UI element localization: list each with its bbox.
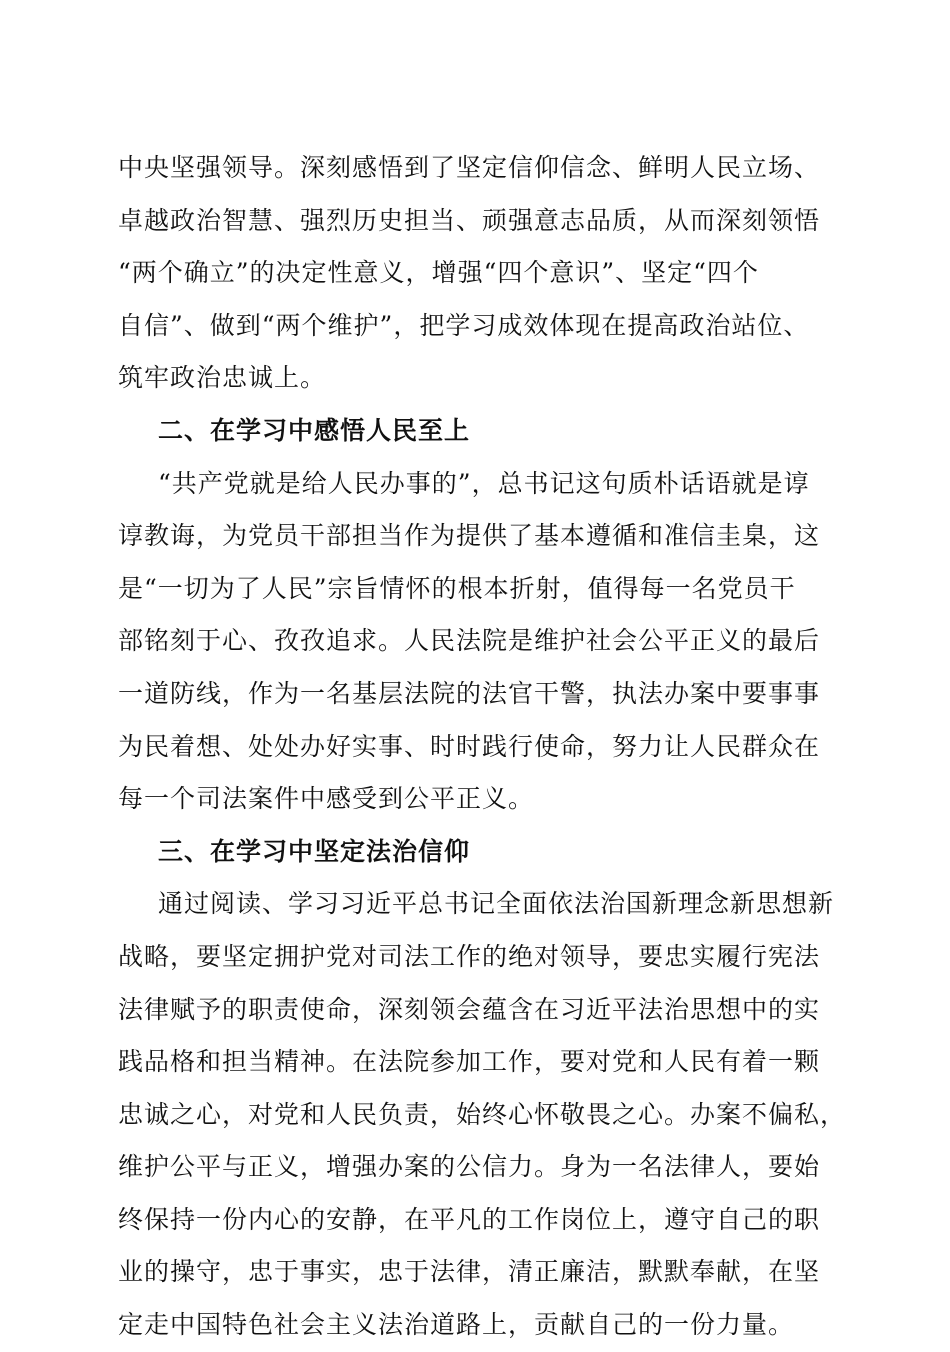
text-line: 一道防线，作为一名基层法院的法官干警，执法办案中要事事 bbox=[118, 678, 821, 708]
text-line: “两个确立”的决定性意义，增强“四个意识”、坚定“四个 bbox=[118, 258, 759, 288]
text-line: 战略，要坚定拥护党对司法工作的绝对领导，要忠实履行宪法 bbox=[118, 941, 821, 971]
text-line: 维护公平与正义，增强办案的公信力。身为一名法律人，要始 bbox=[118, 1152, 821, 1182]
text-line: 践品格和担当精神。在法院参加工作，要对党和人民有着一颗 bbox=[118, 1047, 821, 1077]
text-line: 定走中国特色社会主义法治道路上，贡献自己的一份力量。 bbox=[118, 1310, 795, 1340]
text-line: 部铭刻于心、孜孜追求。人民法院是维护社会公平正义的最后 bbox=[118, 626, 821, 656]
paragraph-1 bbox=[118, 142, 834, 405]
text-line: 为民着想、处处办好实事、时时践行使命，努力让人民群众在 bbox=[118, 731, 821, 761]
section-heading: 三、在学习中坚定法治信仰 bbox=[158, 836, 471, 866]
text-line: 自信”、做到“两个维护”，把学习成效体现在提高政治站位、 bbox=[118, 310, 810, 340]
text-line: 通过阅读、学习习近平总书记全面依法治国新理念新思想新 bbox=[158, 889, 835, 919]
text-line: 是“一切为了人民”宗旨情怀的根本折射，值得每一名党员干 bbox=[118, 573, 796, 603]
section-heading: 二、在学习中感悟人民至上 bbox=[158, 415, 471, 445]
text-line: 法律赋予的职责使命，深刻领会蕴含在习近平法治思想中的实 bbox=[118, 994, 821, 1024]
text-line: 终保持一份内心的安静，在平凡的工作岗位上，遵守自己的职 bbox=[118, 1204, 821, 1234]
section-2 bbox=[118, 405, 834, 826]
text-line: 卓越政治智慧、强烈历史担当、顽强意志品质，从而深刻领悟 bbox=[118, 205, 821, 235]
text-line: 业的操守，忠于事实，忠于法律，清正廉洁，默默奉献，在坚 bbox=[118, 1257, 821, 1287]
section-3 bbox=[118, 826, 847, 1352]
text-line: 中央坚强领导。深刻感悟到了坚定信仰信念、鲜明人民立场、 bbox=[118, 153, 821, 182]
text-line: 谆教诲，为党员干部担当作为提供了基本遵循和准信圭臬，这 bbox=[118, 521, 821, 551]
text-line: 忠诚之心，对党和人民负责，始终心怀敬畏之心。办案不偏私， bbox=[118, 1099, 847, 1129]
document-body bbox=[118, 142, 847, 1352]
text-line: 每一个司法案件中感受到公平正义。 bbox=[118, 784, 535, 814]
text-line: 筑牢政治忠诚上。 bbox=[118, 363, 327, 393]
text-line: “共产党就是给人民办事的”，总书记这句质朴话语就是谆 bbox=[158, 468, 810, 498]
